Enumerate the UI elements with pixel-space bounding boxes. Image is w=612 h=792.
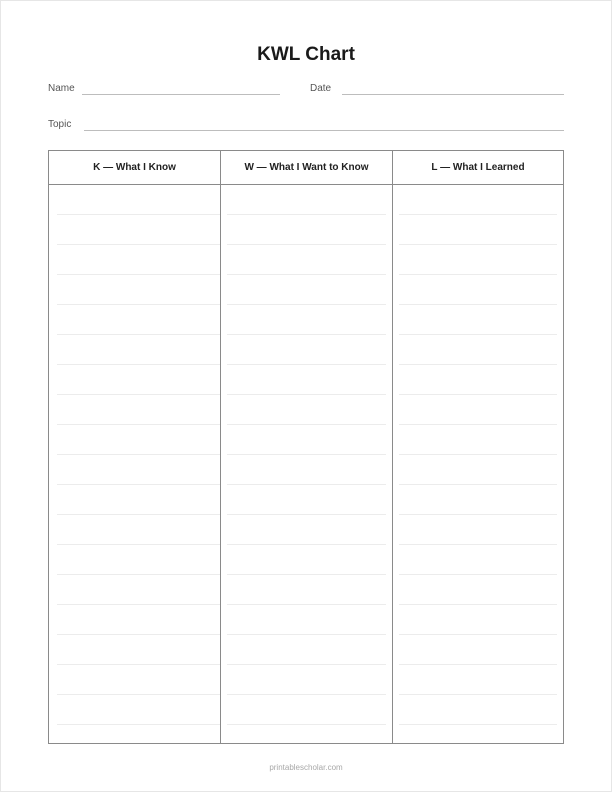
writing-line-want-to-know[interactable] xyxy=(227,664,386,665)
writing-line-want-to-know[interactable] xyxy=(227,634,386,635)
writing-line-learned[interactable] xyxy=(399,484,557,485)
writing-line-want-to-know[interactable] xyxy=(227,274,386,275)
writing-line-know[interactable] xyxy=(57,604,220,605)
topic-line[interactable] xyxy=(84,130,564,131)
writing-line-know[interactable] xyxy=(57,484,220,485)
writing-line-know[interactable] xyxy=(57,244,220,245)
writing-line-know[interactable] xyxy=(57,424,220,425)
writing-line-know[interactable] xyxy=(57,274,220,275)
name-label: Name xyxy=(48,83,75,94)
writing-line-want-to-know[interactable] xyxy=(227,484,386,485)
writing-line-want-to-know[interactable] xyxy=(227,544,386,545)
writing-line-learned[interactable] xyxy=(399,514,557,515)
writing-line-want-to-know[interactable] xyxy=(227,214,386,215)
writing-line-want-to-know[interactable] xyxy=(227,394,386,395)
writing-line-want-to-know[interactable] xyxy=(227,604,386,605)
writing-line-know[interactable] xyxy=(57,514,220,515)
writing-line-want-to-know[interactable] xyxy=(227,364,386,365)
date-label: Date xyxy=(310,83,332,94)
writing-line-know[interactable] xyxy=(57,454,220,455)
writing-line-learned[interactable] xyxy=(399,274,557,275)
footer-source: printablescholar.com xyxy=(269,763,343,772)
writing-line-know[interactable] xyxy=(57,724,220,725)
writing-line-learned[interactable] xyxy=(399,304,557,305)
writing-line-know[interactable] xyxy=(57,334,220,335)
writing-line-want-to-know[interactable] xyxy=(227,334,386,335)
writing-line-want-to-know[interactable] xyxy=(227,514,386,515)
column-header-know: K — What I Know xyxy=(93,162,176,173)
page-title: KWL Chart xyxy=(257,44,355,65)
date-line[interactable] xyxy=(342,94,564,95)
writing-line-learned[interactable] xyxy=(399,634,557,635)
writing-line-learned[interactable] xyxy=(399,424,557,425)
writing-line-learned[interactable] xyxy=(399,604,557,605)
writing-line-want-to-know[interactable] xyxy=(227,304,386,305)
writing-line-know[interactable] xyxy=(57,544,220,545)
writing-line-learned[interactable] xyxy=(399,664,557,665)
column-divider xyxy=(220,151,221,743)
writing-line-want-to-know[interactable] xyxy=(227,724,386,725)
topic-label: Topic xyxy=(48,119,72,130)
writing-line-want-to-know[interactable] xyxy=(227,574,386,575)
writing-line-learned[interactable] xyxy=(399,214,557,215)
writing-line-learned[interactable] xyxy=(399,364,557,365)
writing-line-learned[interactable] xyxy=(399,244,557,245)
writing-line-want-to-know[interactable] xyxy=(227,244,386,245)
writing-line-learned[interactable] xyxy=(399,574,557,575)
writing-line-know[interactable] xyxy=(57,574,220,575)
writing-line-know[interactable] xyxy=(57,364,220,365)
writing-line-learned[interactable] xyxy=(399,694,557,695)
writing-line-learned[interactable] xyxy=(399,334,557,335)
writing-line-learned[interactable] xyxy=(399,394,557,395)
writing-line-know[interactable] xyxy=(57,634,220,635)
writing-line-know[interactable] xyxy=(57,394,220,395)
kwl-chart-table xyxy=(48,150,564,744)
writing-line-know[interactable] xyxy=(57,694,220,695)
name-line[interactable] xyxy=(82,94,280,95)
column-header-want-to-know: W — What I Want to Know xyxy=(244,162,369,173)
column-header-learned: L — What I Learned xyxy=(431,162,525,173)
writing-line-want-to-know[interactable] xyxy=(227,694,386,695)
writing-line-know[interactable] xyxy=(57,214,220,215)
writing-line-know[interactable] xyxy=(57,664,220,665)
writing-line-learned[interactable] xyxy=(399,544,557,545)
column-divider xyxy=(392,151,393,743)
writing-line-know[interactable] xyxy=(57,304,220,305)
writing-line-learned[interactable] xyxy=(399,454,557,455)
writing-line-learned[interactable] xyxy=(399,724,557,725)
writing-line-want-to-know[interactable] xyxy=(227,454,386,455)
writing-line-want-to-know[interactable] xyxy=(227,424,386,425)
